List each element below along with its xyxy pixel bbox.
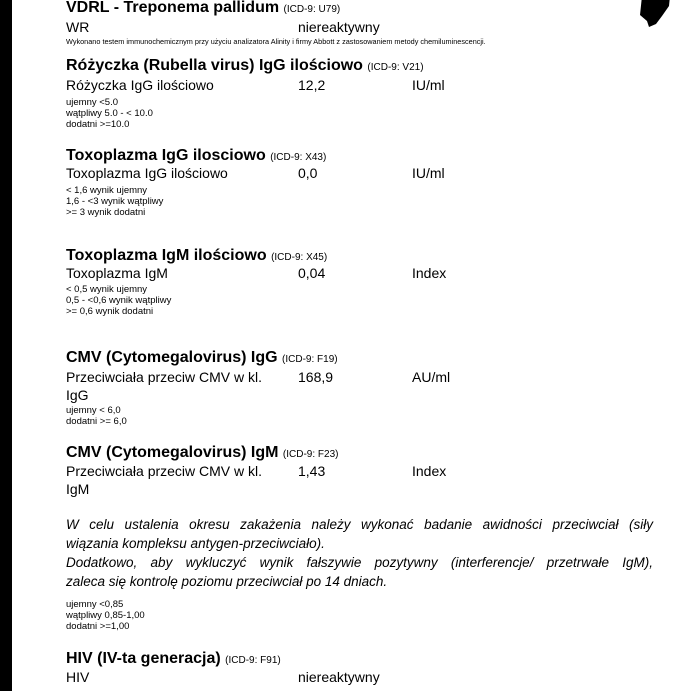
reference-line: >= 3 wynik dodatni bbox=[66, 207, 146, 218]
rubella-value: 12,2 bbox=[298, 77, 326, 93]
note-line: Dodatkowo, aby wykluczyć wynik fałszywie pozytywny (interferencje/ przetrwałe IgM), bbox=[66, 555, 653, 570]
reference-line: >= 0,6 wynik dodatni bbox=[66, 306, 154, 317]
reference-line: wątpliwy 5.0 - < 10.0 bbox=[66, 108, 153, 119]
cmv-igg-test-name-line-1: Przeciwciała przeciw CMV w kl. bbox=[66, 369, 263, 385]
toxo-igg-reference-ranges bbox=[66, 185, 163, 218]
rubella-test-name: Różyczka IgG ilościowo bbox=[66, 77, 214, 93]
vdrl-test-name: WR bbox=[66, 19, 90, 35]
reference-line: 1,6 - <3 wynik wątpliwy bbox=[66, 196, 164, 207]
cmv-igm-test-name-line-2: IgM bbox=[66, 481, 90, 497]
cmv-igg-test-name bbox=[66, 369, 262, 403]
cmv-igg-icd-code: (ICD-9: F19) bbox=[282, 354, 338, 365]
hiv-title: HIV (IV-ta generacja) bbox=[66, 650, 221, 667]
toxo-igg-title: Toxoplazma IgG ilosciowo bbox=[66, 147, 266, 164]
toxo-igg-test-name: Toxoplazma IgG ilościowo bbox=[66, 165, 228, 181]
hiv-icd-code: (ICD-9: F91) bbox=[225, 655, 281, 666]
toxo-igm-test-name: Toxoplazma IgM bbox=[66, 265, 168, 281]
toxo-igm-title: Toxoplazma IgM ilościowo bbox=[66, 247, 267, 264]
reference-line: 0,5 - <0,6 wynik wątpliwy bbox=[66, 295, 172, 306]
reference-line: < 1,6 wynik ujemny bbox=[66, 185, 148, 196]
cmv-igm-test-name bbox=[66, 463, 262, 497]
rubella-unit: IU/ml bbox=[412, 77, 445, 93]
note-line: wiązania kompleksu antygen-przeciwciało). bbox=[66, 536, 325, 551]
cmv-igm-unit: Index bbox=[412, 463, 447, 479]
cmv-igg-title: CMV (Cytomegalovirus) IgG bbox=[66, 349, 278, 366]
vdrl-method-note: Wykonano testem immunochemicznym przy użyciu analizatora Alinity i firmy Abbott z zastosowaniem metody chemiluminescencji. bbox=[66, 37, 486, 46]
cmv-igg-section-title bbox=[66, 349, 338, 369]
reference-line: ujemny <0,85 bbox=[66, 599, 124, 610]
cmv-igm-test-name-line-1: Przeciwciała przeciw CMV w kl. bbox=[66, 463, 263, 479]
reference-line: ujemny <5.0 bbox=[66, 97, 119, 108]
reference-line: wątpliwy 0,85-1,00 bbox=[66, 610, 145, 621]
cmv-igg-value: 168,9 bbox=[298, 369, 334, 385]
toxo-igg-unit: IU/ml bbox=[412, 165, 445, 181]
left-scan-shadow bbox=[0, 0, 12, 691]
vdrl-title: VDRL - Treponema pallidum bbox=[66, 0, 280, 16]
vdrl-icd-code: (ICD-9: U79) bbox=[283, 4, 341, 15]
cmv-igg-reference-ranges bbox=[66, 405, 127, 427]
cmv-igm-reference-ranges bbox=[66, 599, 145, 632]
cmv-igm-interpretation-note bbox=[66, 515, 653, 591]
rubella-icd-code: (ICD-9: V21) bbox=[367, 62, 424, 73]
toxo-igm-reference-ranges bbox=[66, 284, 171, 317]
cmv-igm-section-title bbox=[66, 444, 338, 464]
reference-line: dodatni >=10.0 bbox=[66, 119, 130, 130]
toxo-igm-icd-code: (ICD-9: X45) bbox=[271, 252, 328, 263]
hiv-test-name: HIV bbox=[66, 669, 90, 685]
hiv-section-title bbox=[66, 650, 281, 670]
vdrl-result: niereaktywny bbox=[298, 19, 380, 35]
toxo-igm-section-title bbox=[66, 247, 327, 267]
toxo-igg-section-title bbox=[66, 147, 326, 167]
cmv-igg-unit: AU/ml bbox=[412, 369, 451, 385]
toxo-igm-value: 0,04 bbox=[298, 265, 326, 281]
toxo-igg-icd-code: (ICD-9: X43) bbox=[270, 152, 327, 163]
vdrl-section-title bbox=[66, 0, 340, 19]
reference-line: dodatni >=1,00 bbox=[66, 621, 130, 632]
note-line: W celu ustalenia okresu zakażenia należy wykonać badanie awidności przeciwciał (siły bbox=[66, 517, 653, 532]
rubella-title: Różyczka (Rubella virus) IgG ilościowo bbox=[66, 57, 363, 74]
reference-line: dodatni >= 6,0 bbox=[66, 416, 127, 427]
toxo-igg-value: 0,0 bbox=[298, 165, 318, 181]
cmv-igm-value: 1,43 bbox=[298, 463, 326, 479]
cmv-igg-test-name-line-2: IgG bbox=[66, 387, 89, 403]
rubella-section-title bbox=[66, 57, 424, 77]
reference-line: ujemny < 6,0 bbox=[66, 405, 121, 416]
rubella-reference-ranges bbox=[66, 97, 153, 130]
note-line: zaleca się kontrolę poziomu przeciwciał po 14 dniach. bbox=[66, 574, 388, 589]
bird-logo-icon bbox=[636, 0, 672, 28]
cmv-igm-title: CMV (Cytomegalovirus) IgM bbox=[66, 444, 279, 461]
hiv-result: niereaktywny bbox=[298, 669, 380, 685]
toxo-igm-unit: Index bbox=[412, 265, 447, 281]
cmv-igm-icd-code: (ICD-9: F23) bbox=[282, 449, 339, 460]
reference-line: < 0,5 wynik ujemny bbox=[66, 284, 148, 295]
